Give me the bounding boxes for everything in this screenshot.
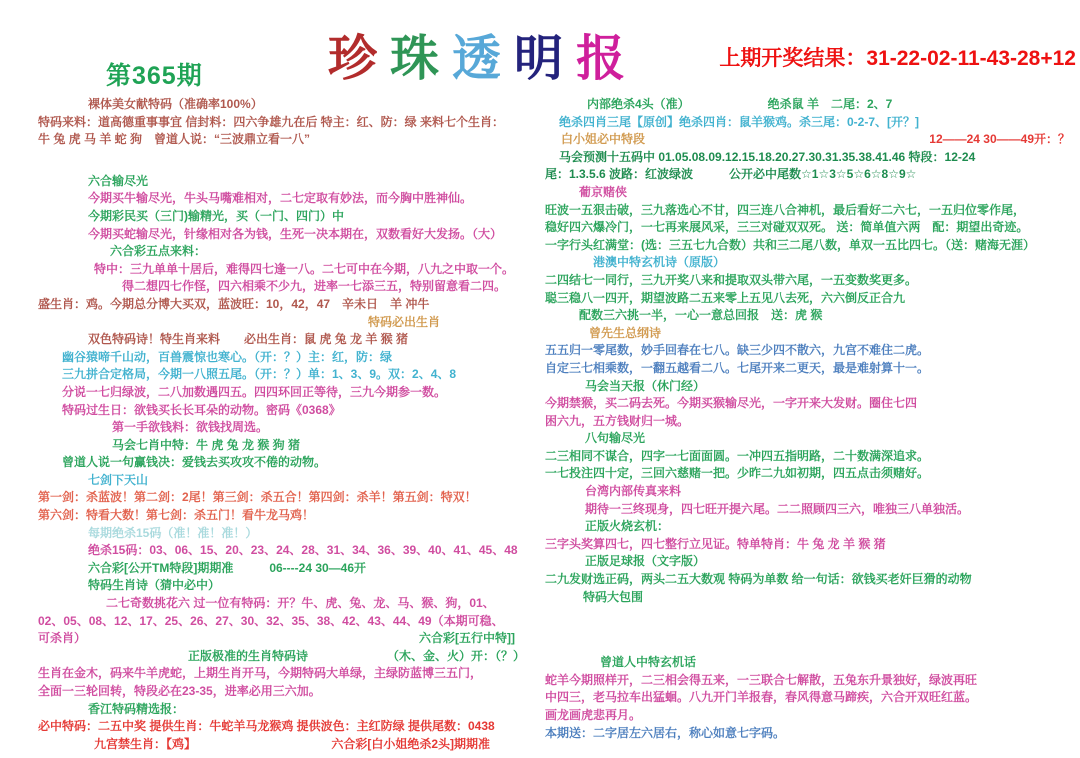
text-line: [38, 718, 545, 736]
text-segment: 正版足球报（文字版）: [585, 554, 706, 569]
text-line: [545, 501, 1078, 519]
text-line: [38, 261, 545, 279]
text-segment: 特码必出生肖: [368, 314, 441, 329]
text-line: [38, 507, 545, 525]
text-segment: 特码生肖诗（猜中必中）: [88, 578, 221, 593]
text-line: [38, 542, 545, 560]
text-segment: 生肖在金木，码来牛羊虎蛇，上期生肖开马，今期特码大单绿，主绿防蓝博三五门，: [38, 666, 483, 681]
text-segment: 三字头奖算四七，四七整行立见证。特单特肖：牛 兔 龙 羊 猴 猪: [545, 536, 886, 551]
text-segment: 必中特码：二五中奖 提供生肖：牛蛇羊马龙猴鸡 提供波色：主红防绿 提供尾数：0438: [38, 719, 495, 734]
text-line: [38, 366, 545, 384]
title-char: 珍: [328, 29, 391, 87]
text-line: [38, 402, 545, 420]
text-line: [38, 525, 545, 543]
text-segment: 旺波一五狠击破，三九落选心不甘，四三连八合神机，最后看好二六七，一五归位零作尾，: [545, 202, 1026, 217]
text-segment: 一七投注四十定，三回六慈赌一把。少昨二九如初期，四五点击须赌好。: [545, 466, 930, 481]
text-segment: 特码过生日：欲钱买长长耳朵的动物。密码《0368》: [62, 402, 341, 417]
text-line: [38, 595, 545, 613]
text-segment: 本期送：二字居左六居右，称心如意七字码。: [545, 725, 786, 740]
text-segment: 尾：1.3.5.6 波路：红波绿波 公开必中尾数☆1☆3☆5☆6☆8☆9☆: [545, 167, 917, 182]
text-segment: 特中：三九单单十居后，难得四七逢一八。二七可中在今期，八九之中取一个。: [94, 261, 515, 276]
text-line: [545, 272, 1078, 290]
text-segment: 第六剑：特看大数！第七剑：杀五门！看牛龙马鸡！: [38, 508, 315, 523]
title-char: 透: [452, 29, 515, 87]
text-segment: 二九发财选正码，两头二五大数观 特码为单数 给一句话：欲钱买老奸巨猾的动物: [545, 572, 972, 587]
page-header: [0, 0, 1080, 96]
text-line: [545, 395, 1078, 413]
text-segment: 正版极准的生肖特码诗: [188, 648, 309, 663]
text-segment: 白小姐必中特段: [561, 132, 646, 147]
text-segment: 二七奇数挑花六 过一位有特码：开？牛、虎、兔、龙、马、猴、狗，01、: [106, 596, 495, 611]
text-line: [38, 736, 545, 754]
text-line: [38, 384, 545, 402]
text-line: [38, 489, 545, 507]
text-segment: 九宫禁生肖：【鸡】: [94, 736, 197, 751]
text-line: [38, 314, 545, 332]
text-segment: 中四三，老马拉车出猛蛔。八九开门羊报春，春风得意马蹄疾，六合开双旺红蓝。: [545, 690, 978, 705]
text-line: [545, 96, 1078, 114]
text-line: [545, 325, 1078, 343]
text-line: [545, 166, 1078, 184]
text-segment: 曾道人中特玄机话: [600, 655, 697, 670]
text-line: [545, 290, 1078, 308]
text-segment: 双色特码诗！特生肖来料 必出生肖：鼠 虎 兔 龙 羊 猴 猪: [88, 332, 409, 347]
text-segment: 曾道人说一句赢钱决：爱钱去买攻攻不倦的动物。: [62, 455, 327, 470]
text-line: [545, 536, 1078, 554]
text-line: [38, 131, 545, 149]
last-draw-result: 上期开奖结果：31-22-02-11-43-28+12: [719, 47, 1076, 70]
text-line: [545, 465, 1078, 483]
text-segment: 配数三六挑一半，一心一意总回报 送：虎 猴: [579, 308, 823, 323]
text-line: [38, 472, 545, 490]
text-segment: 得二想四七作怪，四六相乘不少九，进率一七添三五，特别留意看二四。: [122, 279, 507, 294]
text-segment: 特码大包围: [583, 589, 644, 604]
text-segment: 绝杀15码：03、06、15、20、23、24、28、31、34、36、39、40、41、45、48: [88, 543, 518, 558]
text-segment: 今期禁猴，买二码去死。今期买猴输尽光，一字开来大发财。圈住七四: [545, 396, 918, 411]
text-line: [545, 571, 1078, 589]
text-line: [38, 349, 545, 367]
text-line: [38, 208, 545, 226]
text-segment: 12——24 30——49开：？: [929, 132, 1070, 147]
text-line: [545, 219, 1078, 237]
text-line: [38, 613, 545, 631]
text-segment: 台湾内部传真来料: [585, 484, 682, 499]
text-segment: 02、05、08、12、17、25、26、27、30、32、35、38、42、43、44、49（本期可稳、: [38, 613, 504, 628]
text-line: [38, 226, 545, 244]
text-segment: 葡京赌侠: [579, 184, 628, 199]
text-segment: 六合彩[公开TM特段]期期准 06----24 30—46开: [88, 560, 367, 575]
text-line: [545, 114, 1078, 132]
text-segment: 可杀肖）: [38, 631, 87, 646]
text-line: [545, 707, 1078, 725]
text-segment: 六合彩五点来料：: [110, 244, 207, 259]
text-line: [38, 243, 545, 261]
title-char: 报: [576, 29, 639, 87]
issue-number: 第365期: [106, 62, 203, 90]
text-line: [38, 454, 545, 472]
text-line: [38, 665, 545, 683]
text-segment: 幽谷猿啼千山动，百兽震惊也寒心。（开：？）主：红，防：绿: [62, 349, 393, 364]
text-segment: 二三相同不谋合，四字一七面面圆。一冲四五指明路，二十数满深追求。: [545, 448, 930, 463]
text-line: [545, 413, 1078, 431]
text-line: [38, 96, 545, 114]
text-line: [38, 419, 545, 437]
text-line: [38, 331, 545, 349]
text-segment: 第一手欲钱料：欲钱找周选。: [112, 420, 269, 435]
text-line: [545, 254, 1078, 272]
text-line: [545, 553, 1078, 571]
text-segment: （木、金、火）开：（？）: [386, 648, 525, 663]
text-segment: 今期买蛇输尽光，针缘相对各为钱，生死一决本期在，双数看好大发扬。（大）: [88, 226, 503, 241]
text-segment: 三九拼合定格局，今期一八照五尾。（开：？）单：1、3、9。双：2、4、8: [62, 367, 457, 382]
text-line: [38, 437, 545, 455]
text-segment: 六合输尽光: [88, 173, 149, 188]
right-column: [545, 96, 1078, 753]
text-segment: 马会预测十五码中 01.05.08.09.12.15.18.20.27.30.31.35.38.41.46 特段：12-24: [559, 149, 976, 164]
text-segment: 六合彩[白小姐绝杀2头]期期准: [331, 736, 490, 751]
text-segment: 聪三稳八一四开，期望波路二五来零上五见八去死，六六倒反正合九: [545, 290, 906, 305]
text-segment: 稳好四六爆冷门，一七再来展风采，三三对碰双双死。 送：简单值六两 配：期望出奇迹。: [545, 220, 1029, 235]
text-segment: 牛 兔 虎 马 羊 蛇 狗 曾道人说：“三波鼎立看一八”: [38, 132, 311, 147]
text-line: [545, 202, 1078, 220]
text-line: [545, 378, 1078, 396]
title-char: 珠: [390, 29, 453, 87]
text-segment: 马会当天报（休门经）: [585, 378, 706, 393]
text-line: [545, 149, 1078, 167]
text-line: [38, 190, 545, 208]
text-segment: 特码来料：道高德重事事宜 信封料：四六争雄九在后 特主：红、防：绿 来料七个生肖：: [38, 114, 505, 129]
text-line: [38, 648, 545, 666]
text-line: [38, 296, 545, 314]
text-line: [545, 689, 1078, 707]
text-line: [545, 589, 1078, 607]
content-columns: [0, 96, 1080, 753]
text-line: [545, 184, 1078, 202]
text-line: [545, 448, 1078, 466]
text-line: [545, 342, 1078, 360]
text-segment: 马会七肖中特：牛 虎 兔 龙 猴 狗 猪: [112, 437, 301, 452]
text-line: [545, 725, 1078, 743]
text-line: [38, 577, 545, 595]
text-line: [545, 360, 1078, 378]
text-segment: 香江特码精选报：: [88, 701, 185, 716]
text-line: [545, 131, 1078, 149]
text-segment: 盛生肖：鸡。今期总分博大买双，蓝波旺：10，42，47 辛未日 羊 冲牛: [38, 296, 430, 311]
text-line: [545, 672, 1078, 690]
text-segment: 七剑下天山: [88, 472, 149, 487]
text-segment: 画龙画虎悲再月。: [545, 708, 642, 722]
page-title: [328, 20, 638, 90]
text-segment: 一字行头红满堂：(选：三五七九合数）共和三二尾八数，单双一五比四七。（送：赌海无涯）: [545, 237, 1035, 252]
text-segment: 今期彩民买（三门)输精光，买（一门、四门）中: [88, 208, 344, 223]
text-line: [38, 173, 545, 191]
text-segment: 全面一三轮回转，特段必在23-35，进率必用三六加。: [38, 684, 321, 698]
text-segment: 八句输尽光: [585, 431, 646, 446]
text-segment: 蛇羊今期照样开，二三相会得五来，一三联合七解散，五兔东升景独好，绿波再旺: [545, 672, 978, 687]
text-segment: 二四结七一同行，三九开奖八来和提取双头带六尾，一五变数奖更多。: [545, 272, 918, 287]
text-segment: 正版火烧玄机：: [585, 519, 670, 534]
text-segment: 曾先生总纲诗: [589, 325, 662, 340]
text-segment: 今期买牛输尽光，牛头马嘴难相对，二七定取有妙法，而今胸中胜神仙。: [88, 191, 473, 206]
text-line: [545, 654, 1078, 672]
text-segment: 内部绝杀4头（准） 绝杀鼠 羊 二尾：2、7: [587, 97, 893, 111]
text-line: [38, 278, 545, 296]
text-line: [38, 630, 545, 648]
text-segment: 六合彩[五行中特]]: [419, 631, 515, 646]
left-column: [38, 96, 545, 753]
text-line: [545, 237, 1078, 255]
text-segment: 自定三七相乘数，一翻五越看二八。七尾开来二更天，最是难射算十一。: [545, 360, 930, 375]
text-segment: 第一剑：杀蓝波！第二剑：2尾！第三剑：杀五合！第四剑：杀羊！第五剑：特双！: [38, 490, 477, 505]
text-segment: 港澳中特玄机诗（原版）: [593, 255, 726, 270]
text-segment: 绝杀四肖三尾【原创】绝杀四肖：鼠羊猴鸡。杀三尾：0-2-7、[开？]: [559, 114, 920, 129]
text-line: [38, 114, 545, 132]
text-line: [545, 430, 1078, 448]
text-line: [38, 701, 545, 719]
text-line: [38, 560, 545, 578]
text-line: [38, 683, 545, 701]
text-segment: 期待一三终现身，四七旺开提六尾。二二照顾四三六，唯独三八单独活。: [585, 501, 970, 516]
text-segment: 五五归一零尾数，妙手回春在七八。缺三少四不散六，九宫不难住二虎。: [545, 343, 930, 358]
text-segment: 困六九，五方钱财归一城。: [545, 413, 690, 428]
text-segment: 每期绝杀15码（准！准！准！）: [88, 525, 258, 540]
text-segment: 分说一七归绿波，二八加数遇四五。四四环回正等待，三九今期参一数。: [62, 384, 447, 399]
text-line: [545, 307, 1078, 325]
text-line: [545, 518, 1078, 536]
text-segment: 裸体美女献特码（准确率100%）: [88, 97, 263, 111]
title-char: 明: [514, 29, 577, 87]
text-line: [545, 483, 1078, 501]
